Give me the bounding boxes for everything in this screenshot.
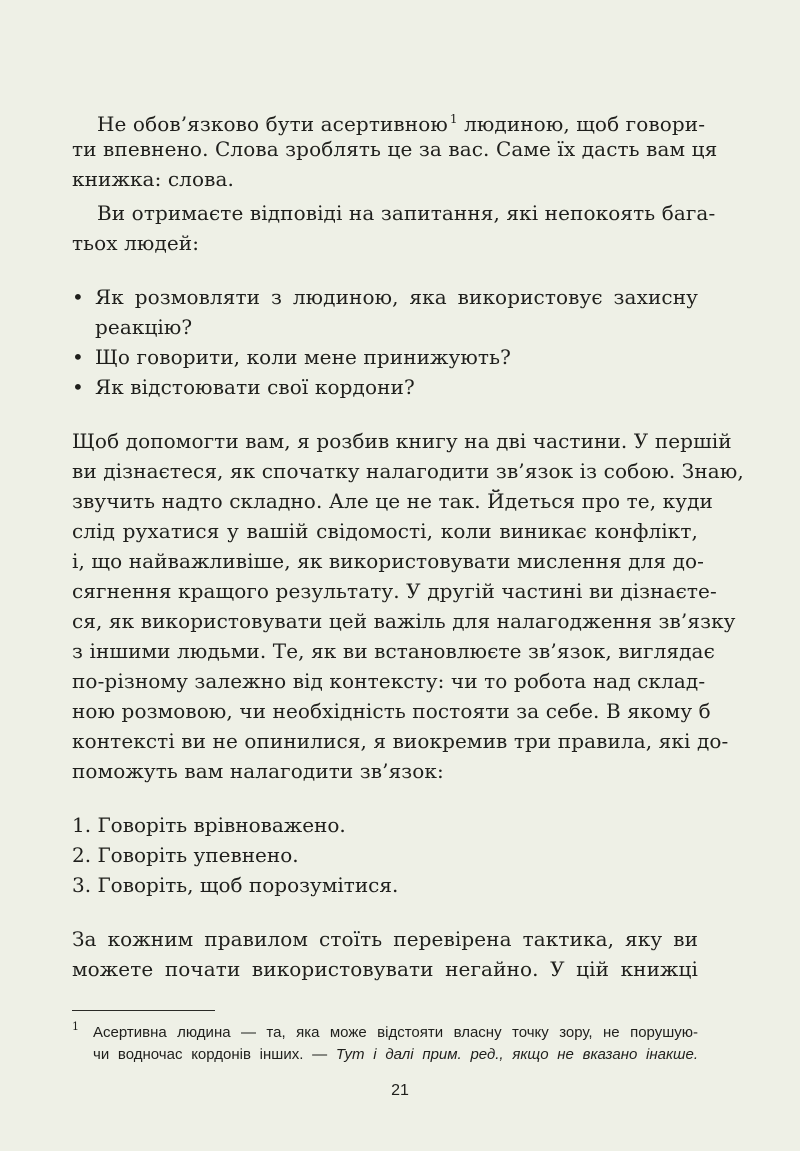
bullet-marker: • bbox=[72, 345, 84, 369]
closing-paragraph-line-1: За кожним правилом стоїть перевірена тактика, яку ви bbox=[72, 927, 698, 951]
intro-line-1: Не обов’язково бути асертивною $^1$ людиною, щоб говори- bbox=[97, 112, 706, 136]
footnote-line-2 bbox=[93, 1043, 698, 1066]
footnote-line-2-text: чи водночас кордонів інших. — bbox=[93, 1046, 336, 1063]
main-paragraph-line-12: поможуть вам налагодити зв’язок: bbox=[72, 759, 444, 783]
closing-paragraph-line-2: можете почати використовувати негайно. У цій книжці bbox=[72, 957, 698, 981]
main-paragraph-line-3: звучить надто складно. Але це не так. Йдеться про те, куди bbox=[72, 489, 713, 513]
footnote-marker: 1 bbox=[72, 1020, 79, 1033]
bullet-item-2-text: Що говорити, коли мене принижують? bbox=[95, 345, 511, 369]
main-paragraph-line-7: ся, як використовувати цей важіль для налагодження зв’язку bbox=[72, 609, 736, 633]
questions-intro-line-2: тьох людей: bbox=[72, 231, 200, 255]
main-paragraph-line-5: і, що найважливіше, як використовувати мислення для до- bbox=[72, 549, 704, 573]
questions-intro-line-1: Ви отримаєте відповіді на запитання, які непокоять бага- bbox=[97, 201, 716, 225]
bullet-item-1-line-2: реакцію? bbox=[95, 315, 193, 339]
main-paragraph-line-2: ви дізнаєтеся, як спочатку налагодити зв’язок із собою. Знаю, bbox=[72, 459, 744, 483]
footnote-reference: 1 bbox=[449, 112, 458, 126]
intro-line-3: книжка: слова. bbox=[72, 167, 234, 191]
main-paragraph-line-6: сягнення кращого результату. У другій частині ви дізнаєте- bbox=[72, 579, 717, 603]
bullet-item-1-line-1: Як розмовляти з людиною, яка використовує захисну bbox=[95, 285, 698, 309]
intro-line-2: ти впевнено. Слова зроблять це за вас. Саме їх дасть вам ця bbox=[72, 137, 718, 161]
bullet-item-3-text: Як відстоювати свої кордони? bbox=[95, 375, 415, 399]
page-number: 21 bbox=[391, 1082, 409, 1099]
bullet-marker: • bbox=[72, 285, 84, 309]
rule-item-1: 1. Говоріть врівноважено. bbox=[72, 813, 346, 837]
main-paragraph-line-1: Щоб допомогти вам, я розбив книгу на дві частини. У першій bbox=[72, 429, 732, 453]
main-paragraph-line-11: контексті ви не опинилися, я виокремив три правила, які до- bbox=[72, 729, 729, 753]
main-paragraph-line-8: з іншими людьми. Те, як ви встановлюєте зв’язок, виглядає bbox=[72, 639, 715, 663]
footnote-divider bbox=[72, 1010, 215, 1011]
rule-item-3: 3. Говоріть, щоб порозумітися. bbox=[72, 873, 399, 897]
main-paragraph-line-9: по-різному залежно від контексту: чи то робота над склад- bbox=[72, 669, 706, 693]
footnote-line-1: Асертивна людина — та, яка може відстояти власну точку зору, не порушую- bbox=[93, 1024, 698, 1041]
rule-item-2: 2. Говоріть упевнено. bbox=[72, 843, 299, 867]
main-paragraph-line-4: слід рухатися у вашій свідомості, коли виникає конфлікт, bbox=[72, 519, 698, 543]
footnote-editor-note: Тут і далі прим. ред., якщо не вказано інакше. bbox=[335, 1046, 698, 1063]
main-paragraph-line-10: ною розмовою, чи необхідність постояти за себе. В якому б bbox=[72, 699, 711, 723]
bullet-marker: • bbox=[72, 375, 84, 399]
